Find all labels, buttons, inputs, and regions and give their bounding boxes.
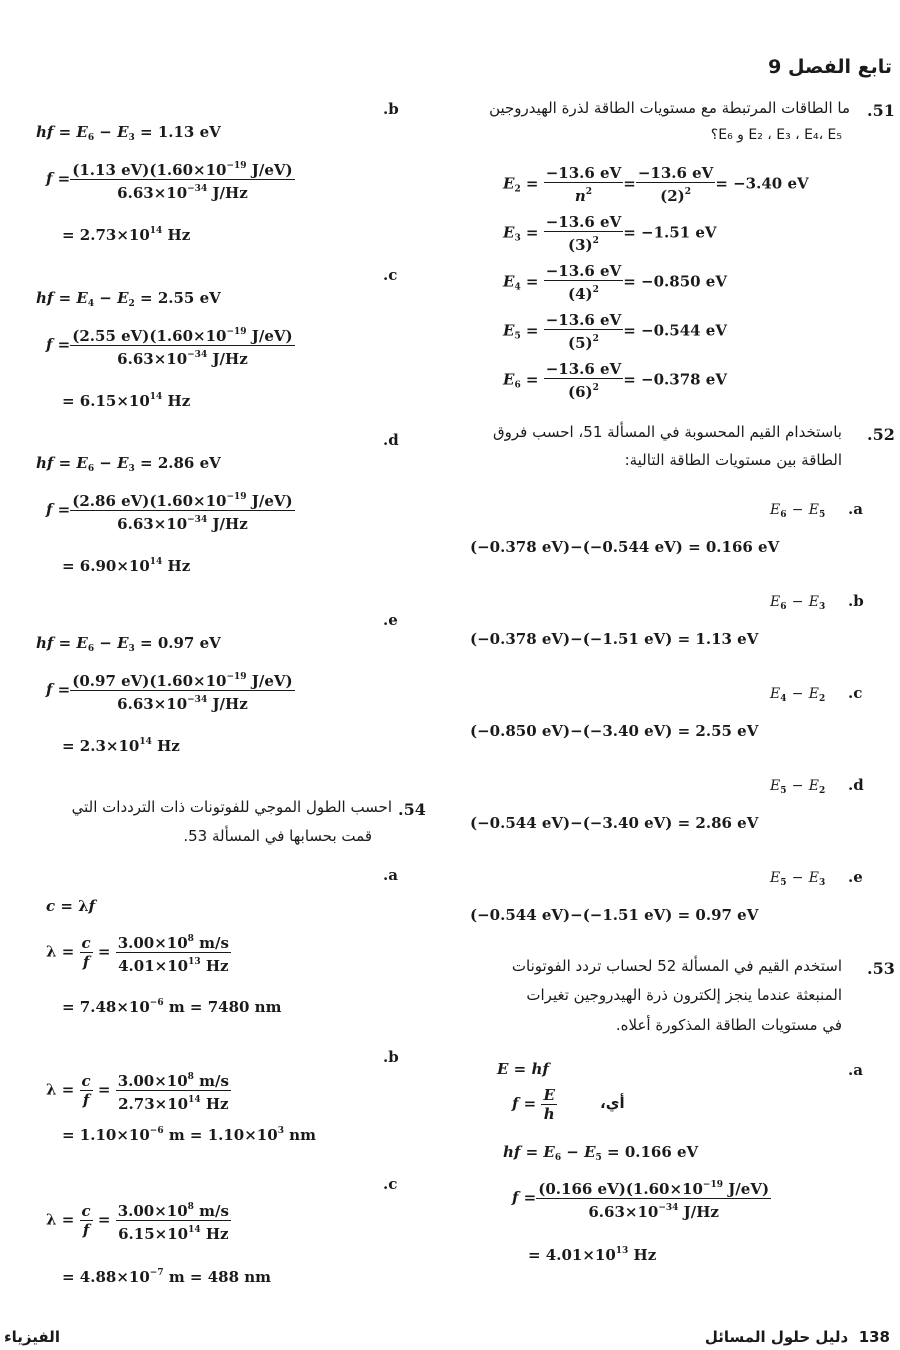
- q53-f-fraction: f = $\frac{(0.97 eV)(1.60\times 10^{-19} J/eV)}{6.63\times 10^{-34} J/Hz}$: [46, 668, 295, 713]
- q54-part-label: .b: [383, 1048, 399, 1066]
- q52-result: (−0.378 eV)−(−1.51 eV) = 1.13 eV: [470, 630, 759, 648]
- q53a-result: = $4.01\times 10^{13}$ Hz: [528, 1246, 657, 1264]
- q53a-ie-text: أي،: [600, 1094, 625, 1112]
- q53-f-fraction: f = $\frac{(2.55 eV)(1.60\times 10^{-19} J/eV)}{6.63\times 10^{-34} J/Hz}$: [46, 323, 295, 368]
- q52-result: (−0.850 eV)−(−3.40 eV) = 2.55 eV: [470, 722, 759, 740]
- q53-result: = $6.15\times 10^{14}$ Hz: [62, 392, 191, 410]
- q52-part-label: .c: [848, 684, 863, 702]
- q52-part-label: .d: [848, 776, 864, 794]
- equation-e2: $E_2$ = $\frac{-13.6 eV}{n^2}$ = $\frac{-13.6 eV}{(2)^2}$ = −3.40 eV: [503, 164, 809, 205]
- q53-part-label: .d: [383, 431, 399, 449]
- q52-text-line2: الطاقة بين مستويات الطاقة التالية:: [624, 451, 842, 469]
- equation-e3: $E_3$ = $\frac{-13.6 eV}{(3)^2}$ = −1.51 eV: [503, 213, 717, 254]
- question-number-54: .54: [398, 800, 426, 819]
- q52-energy-difference: $E_5 - E_3$: [770, 870, 826, 888]
- q54-result: = $7.48\times 10^{-6}$ m = 7480 nm: [62, 998, 282, 1016]
- q52-part-label: .b: [848, 592, 864, 610]
- q52-energy-difference: $E_6 - E_5$: [770, 502, 826, 520]
- page-number: 138: [858, 1328, 890, 1346]
- q54-text-line2: قمت بحسابها في المسألة 53.: [183, 827, 372, 845]
- equation-e5: $E_5$ = $\frac{-13.6 eV}{(5)^2}$ = −0.544 eV: [503, 311, 727, 352]
- q52-result: (−0.544 eV)−(−1.51 eV) = 0.97 eV: [470, 906, 759, 924]
- q52-result: (−0.544 eV)−(−3.40 eV) = 2.86 eV: [470, 814, 759, 832]
- q54-part-label: .a: [383, 866, 398, 884]
- q52-part-label: .a: [848, 500, 863, 518]
- q52-part-label: .e: [848, 868, 863, 886]
- q53-result: = $6.90\times 10^{14}$ Hz: [62, 557, 191, 575]
- q53a-f-equals-e-over-h: f = $\frac{E}{h}$: [512, 1086, 555, 1123]
- q51-text-line2: E₂ ، E₃ ، E₄، E₅ و E₆؟: [710, 127, 842, 143]
- equation-e6: $E_6$ = $\frac{-13.6 eV}{(6)^2}$ = −0.378 eV: [503, 360, 727, 401]
- q53-result: = $2.3\times 10^{14}$ Hz: [62, 737, 180, 755]
- q54-lambda-fraction: λ = $\frac{c}{f}$ = $\frac{3.00\times 10^8 m/s}{2.73\times 10^{14} Hz}$: [46, 1068, 231, 1113]
- q54-lambda-fraction: λ = $\frac{c}{f}$ = $\frac{3.00\times 10^8 m/s}{4.01\times 10^{13} Hz}$: [46, 930, 231, 975]
- q53-text-line3: في مستويات الطاقة المذكورة أعلاه.: [615, 1016, 842, 1034]
- question-number-52: .52: [867, 425, 895, 444]
- q52-energy-difference: $E_5 - E_2$: [770, 778, 826, 796]
- q53-part-label: .c: [383, 266, 398, 284]
- q54-result: = $4.88\times 10^{-7}$ m = 488 nm: [62, 1268, 272, 1286]
- q53-text-line2: المنبعثة عندما ينجز إلكترون ذرة الهيدروجين تغيرات: [526, 986, 842, 1004]
- q54-part-label: .c: [383, 1175, 398, 1193]
- q52-text-line1: باستخدام القيم المحسوبة في المسألة 51، احسب فروق: [493, 423, 842, 441]
- q53-hf-line: hf = $E_6 - E_3 = 0.97$ eV: [36, 634, 221, 654]
- q51-text-line1: ما الطاقات المرتبطة مع مستويات الطاقة لذرة الهيدروجين: [489, 99, 850, 117]
- q53-part-label: .e: [383, 611, 398, 629]
- footer-subject: الفيزياء: [4, 1328, 60, 1346]
- q52-energy-difference: $E_4 - E_2$: [770, 686, 826, 704]
- footer-page: [705, 1328, 890, 1346]
- q54a-c-equals-lambda-f: c = λf: [46, 897, 96, 915]
- q53-hf-line: hf = $E_6 - E_3 = 1.13$ eV: [36, 123, 221, 143]
- equation-e4: $E_4$ = $\frac{-13.6 eV}{(4)^2}$ = −0.850 eV: [503, 262, 727, 303]
- q53a-hf: hf = $E_6 - E_5 = 0.166$ eV: [503, 1143, 699, 1163]
- q53-hf-line: hf = $E_4 - E_2 = 2.55$ eV: [36, 289, 221, 309]
- q53a-e-equals-hf: E = hf: [497, 1060, 549, 1078]
- q54-lambda-fraction: λ = $\frac{c}{f}$ = $\frac{3.00\times 10^8 m/s}{6.15\times 10^{14} Hz}$: [46, 1198, 231, 1243]
- q53-part-label: .b: [383, 100, 399, 118]
- question-number-51: .51: [867, 101, 895, 120]
- q54-result: = $1.10\times 10^{-6}$ $m = 1.10\times 10^3$ nm: [62, 1126, 316, 1144]
- q53-part-a-label: .a: [848, 1061, 863, 1079]
- q54-text-line1: احسب الطول الموجي للفوتونات ذات الترددات التي: [71, 798, 392, 816]
- q52-result: (−0.378 eV)−(−0.544 eV) = 0.166 eV: [470, 538, 780, 556]
- chapter-header: تابع الفصل 9: [768, 56, 892, 78]
- q53-hf-line: hf = $E_6 - E_3 = 2.86$ eV: [36, 454, 221, 474]
- question-number-53: .53: [867, 959, 895, 978]
- q53a-f-fraction: f = $\frac{(0.166 eV)(1.60\times 10^{-19} J/eV)}{6.63\times 10^{-34} J/Hz}$: [512, 1176, 771, 1221]
- q53-text-line1: استخدم القيم في المسألة 52 لحساب تردد الفوتونات: [511, 957, 842, 975]
- q52-energy-difference: $E_6 - E_3$: [770, 594, 826, 612]
- q53-f-fraction: f = $\frac{(2.86 eV)(1.60\times 10^{-19} J/eV)}{6.63\times 10^{-34} J/Hz}$: [46, 488, 295, 533]
- q53-result: = $2.73\times 10^{14}$ Hz: [62, 226, 191, 244]
- footer-book-title: دليل حلول المسائل: [704, 1328, 849, 1346]
- q53-f-fraction: f = $\frac{(1.13 eV)(1.60\times 10^{-19} J/eV)}{6.63\times 10^{-34} J/Hz}$: [46, 157, 295, 202]
